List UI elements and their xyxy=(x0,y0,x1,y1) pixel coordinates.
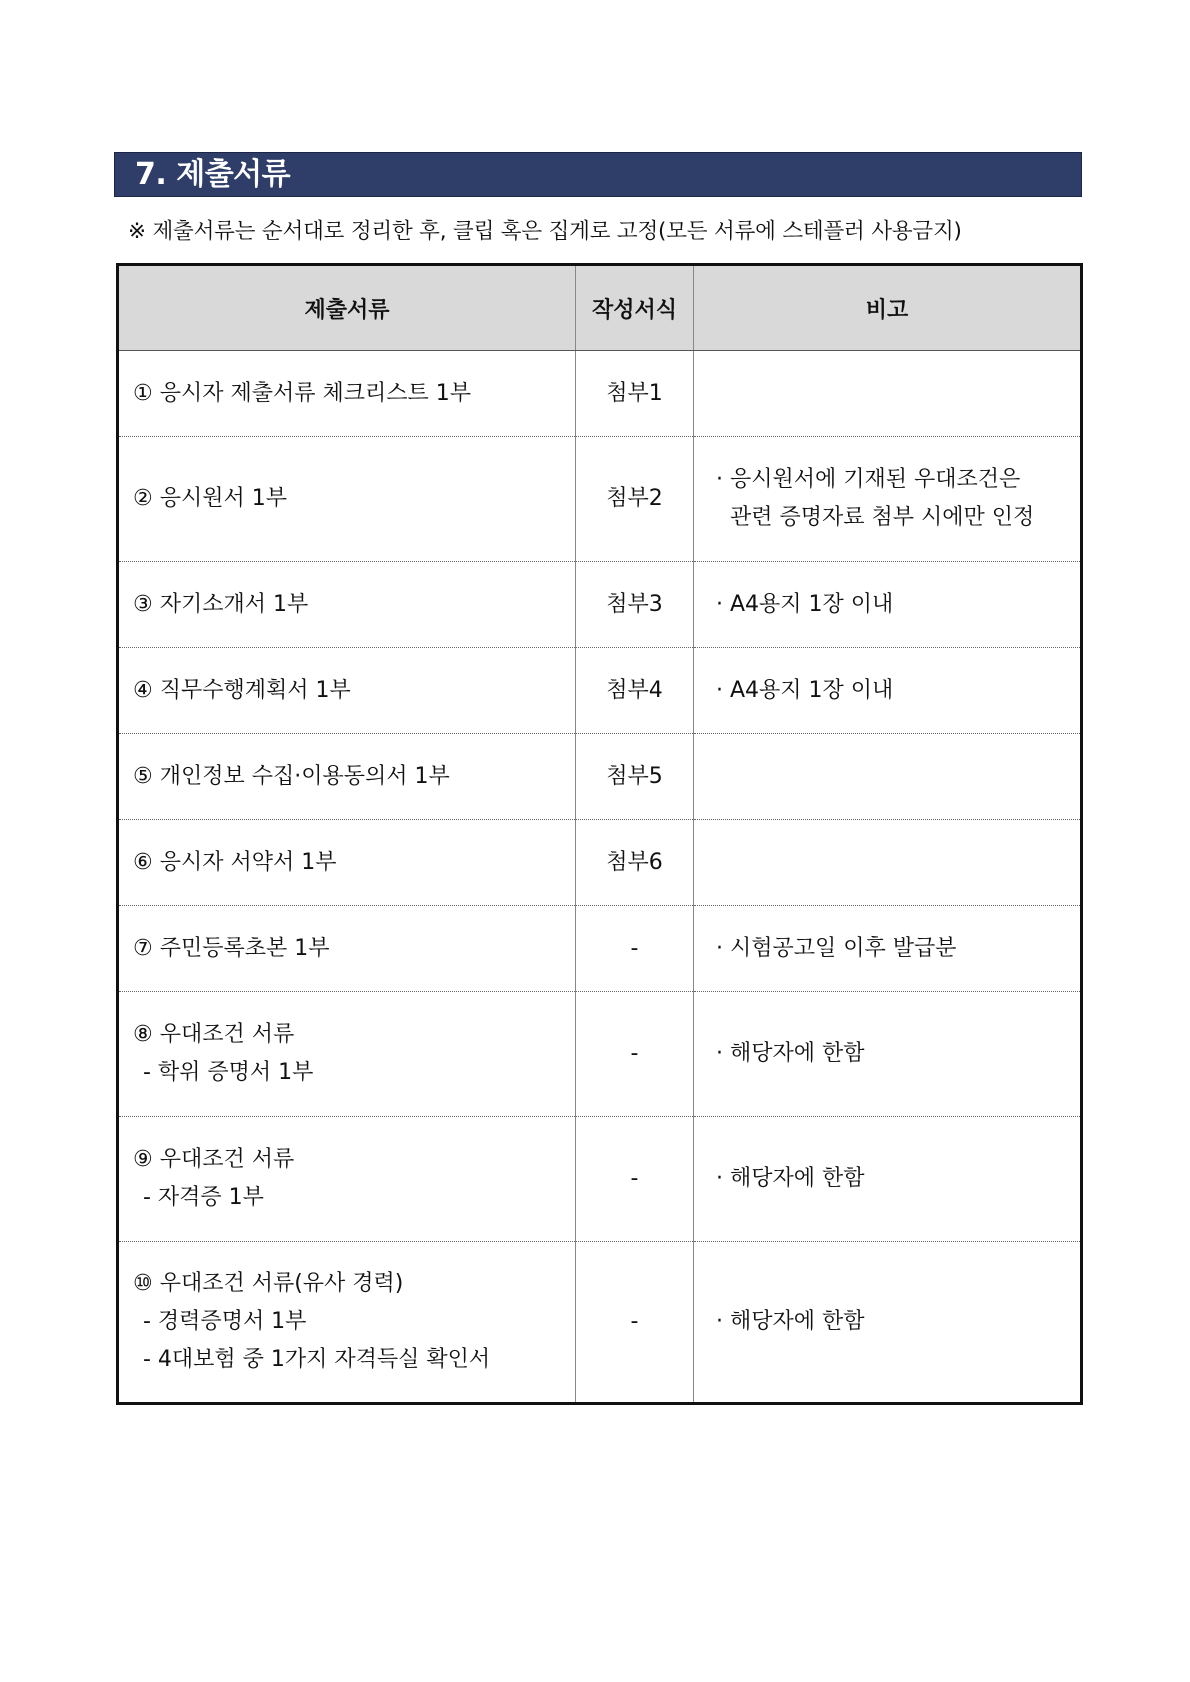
remark-cell xyxy=(694,1242,1082,1404)
document-name: ③ 자기소개서 1부 xyxy=(133,591,309,617)
form-cell: 첨부6 xyxy=(576,820,694,906)
document-name: ⑥ 응시자 서약서 1부 xyxy=(133,849,337,875)
form-cell: 첨부1 xyxy=(576,351,694,437)
header-documents: 제출서류 xyxy=(118,265,576,351)
document-cell xyxy=(118,820,576,906)
remark-text: · 해당자에 한함 xyxy=(716,1309,865,1334)
form-cell: - xyxy=(576,906,694,992)
table-row xyxy=(118,1117,1082,1242)
table-row xyxy=(118,648,1082,734)
remark-cell xyxy=(694,820,1082,906)
table-row xyxy=(118,734,1082,820)
document-cell xyxy=(118,906,576,992)
document-name: ⑤ 개인정보 수집·이용동의서 1부 xyxy=(133,763,450,789)
table-header-row xyxy=(118,265,1082,351)
table-row xyxy=(118,562,1082,648)
form-cell: 첨부2 xyxy=(576,437,694,562)
documents-table xyxy=(116,263,1083,1405)
table-row xyxy=(118,906,1082,992)
form-cell: - xyxy=(576,1117,694,1242)
table-row xyxy=(118,351,1082,437)
section-title: 7. 제출서류 xyxy=(114,152,1082,197)
header-form: 작성서식 xyxy=(576,265,694,351)
document-subitem: - 4대보험 중 1가지 자격득실 확인서 xyxy=(143,1347,491,1372)
table-row xyxy=(118,437,1082,562)
form-cell: - xyxy=(576,992,694,1117)
document-cell xyxy=(118,1117,576,1242)
document-cell xyxy=(118,992,576,1117)
document-subitem: - 경력증명서 1부 xyxy=(143,1309,307,1334)
document-name: ⑧ 우대조건 서류 xyxy=(133,1022,295,1047)
document-cell xyxy=(118,437,576,562)
document-cell xyxy=(118,562,576,648)
remark-cell xyxy=(694,562,1082,648)
remark-cell xyxy=(694,734,1082,820)
document-name: ⑨ 우대조건 서류 xyxy=(133,1147,295,1172)
form-cell: 첨부4 xyxy=(576,648,694,734)
document-subitem: - 학위 증명서 1부 xyxy=(143,1060,314,1085)
document-name: ④ 직무수행계획서 1부 xyxy=(133,677,351,703)
form-cell: 첨부3 xyxy=(576,562,694,648)
document-cell xyxy=(118,734,576,820)
form-cell: 첨부5 xyxy=(576,734,694,820)
submission-note: ※ 제출서류는 순서대로 정리한 후, 클립 혹은 집게로 고정(모든 서류에 스테플러 사용금지) xyxy=(128,219,962,244)
remark-cell xyxy=(694,437,1082,562)
remark-text: · A4용지 1장 이내 xyxy=(716,591,894,617)
document-cell xyxy=(118,648,576,734)
header-remarks: 비고 xyxy=(694,265,1082,351)
document-name: ① 응시자 제출서류 체크리스트 1부 xyxy=(133,380,471,406)
remark-text: · 해당자에 한함 xyxy=(716,1166,865,1191)
remark-cell xyxy=(694,648,1082,734)
document-name: ⑩ 우대조건 서류(유사 경력) xyxy=(133,1271,404,1296)
table-row xyxy=(118,820,1082,906)
remark-text: · 해당자에 한함 xyxy=(716,1041,865,1066)
document-subitem: - 자격증 1부 xyxy=(143,1185,264,1210)
remark-cell xyxy=(694,351,1082,437)
remark-text: 관련 증명자료 첨부 시에만 인정 xyxy=(730,505,1035,530)
document-cell xyxy=(118,351,576,437)
remark-text: · 시험공고일 이후 발급분 xyxy=(716,935,957,961)
document-name: ② 응시원서 1부 xyxy=(133,486,287,511)
remark-cell xyxy=(694,1117,1082,1242)
document-name: ⑦ 주민등록초본 1부 xyxy=(133,935,330,961)
remark-text: · 응시원서에 기재된 우대조건은 xyxy=(716,467,1021,492)
table-row xyxy=(118,992,1082,1117)
remark-text: · A4용지 1장 이내 xyxy=(716,677,894,703)
remark-cell xyxy=(694,906,1082,992)
form-cell: - xyxy=(576,1242,694,1404)
table-row xyxy=(118,1242,1082,1404)
document-cell xyxy=(118,1242,576,1404)
remark-cell xyxy=(694,992,1082,1117)
